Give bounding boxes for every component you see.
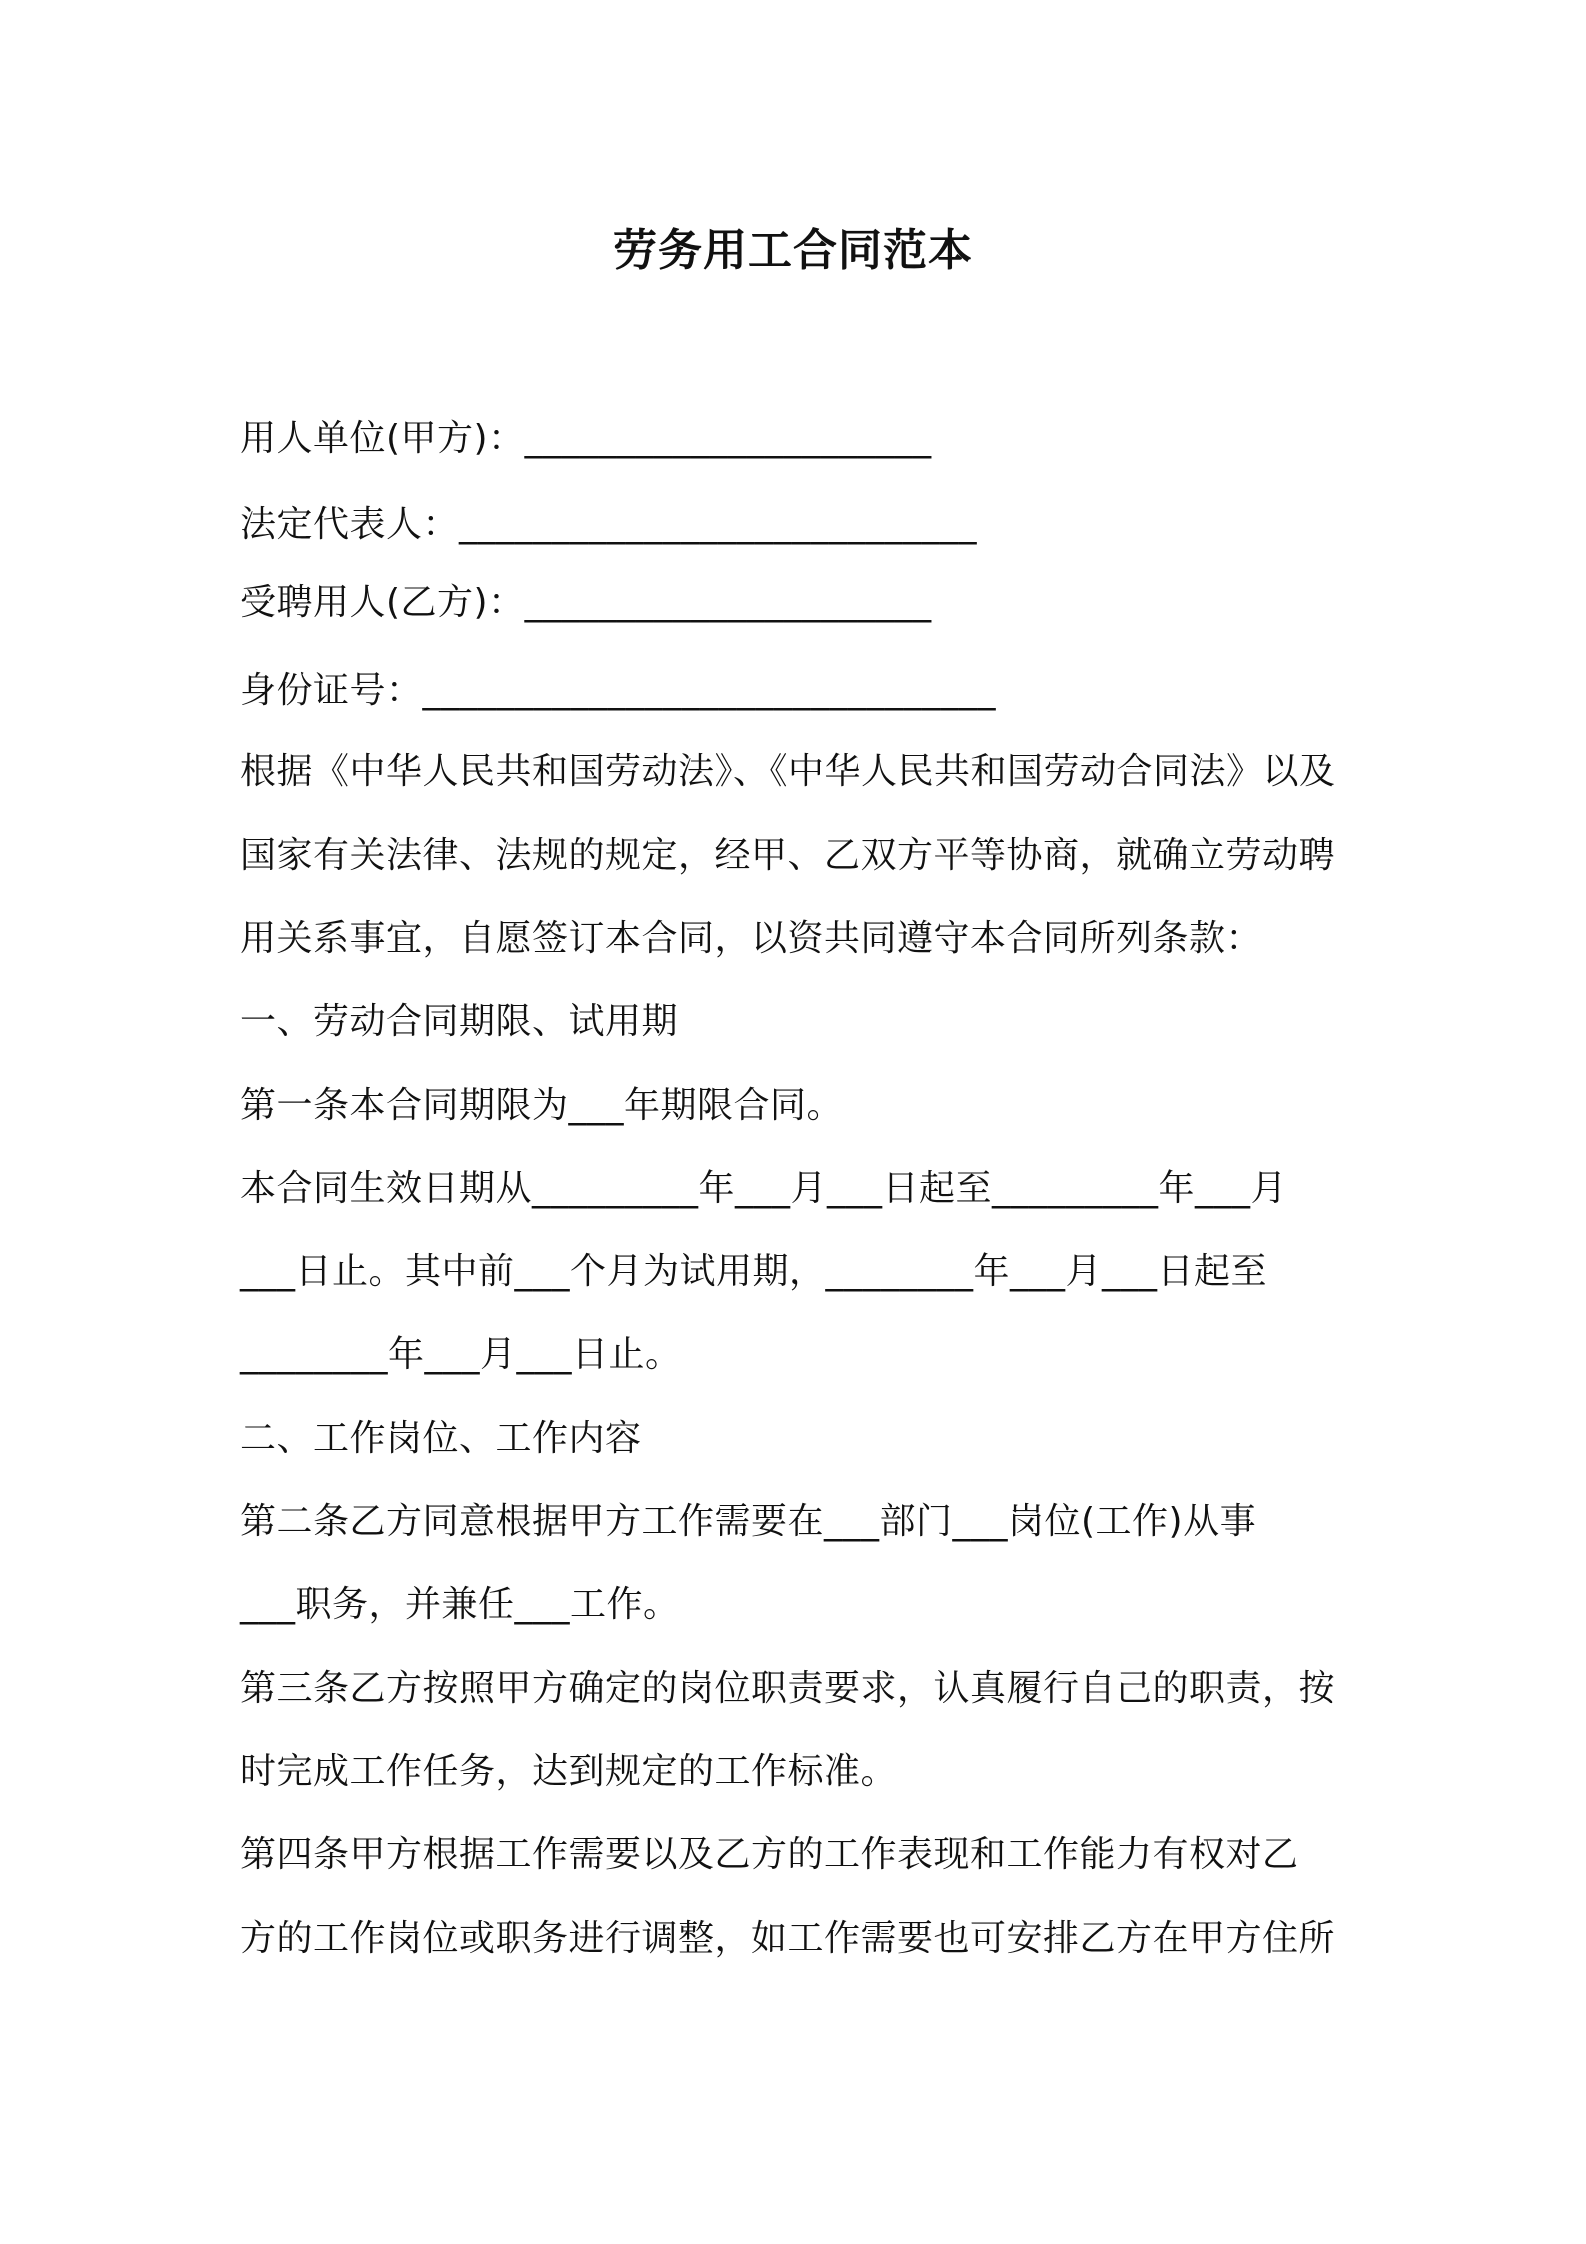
employee-field: 受聘用人(乙方)：______________________	[240, 582, 932, 623]
document-title: 劳务用工合同范本	[613, 225, 973, 276]
preamble-line-1: 根据《中华人民共和国劳动法》、《中华人民共和国劳动合同法》以及	[240, 751, 1336, 792]
preamble-line-2: 国家有关法律、法规的规定，经甲、乙双方平等协商，就确立劳动聘	[240, 835, 1336, 876]
clause-4-line-1: 第四条甲方根据工作需要以及乙方的工作表现和工作能力有权对乙	[240, 1834, 1299, 1875]
clause-3-line-2: 时完成工作任务，达到规定的工作标准。	[240, 1751, 898, 1792]
legal-representative-field: 法定代表人：____________________________	[240, 504, 978, 545]
clause-1-date-line-1: 本合同生效日期从_________年___月___日起至_________年___月	[240, 1168, 1288, 1209]
employer-field: 用人单位(甲方)：______________________	[240, 418, 932, 459]
clause-2-line-1: 第二条乙方同意根据甲方工作需要在___部门___岗位(工作)从事	[240, 1501, 1257, 1542]
section-heading-2: 二、工作岗位、工作内容	[240, 1418, 642, 1459]
id-number-field: 身份证号：_______________________________	[240, 670, 997, 711]
clause-1-date-line-2: ___日止。其中前___个月为试用期，________年___月___日起至	[240, 1251, 1268, 1292]
clause-2-line-2: ___职务，并兼任___工作。	[240, 1584, 680, 1625]
clause-4-line-2: 方的工作岗位或职务进行调整，如工作需要也可安排乙方在甲方住所	[240, 1918, 1336, 1959]
clause-1-date-line-3: ________年___月___日止。	[240, 1334, 682, 1375]
section-heading-1: 一、劳动合同期限、试用期	[240, 1001, 679, 1042]
clause-1-line: 第一条本合同期限为___年期限合同。	[240, 1085, 844, 1126]
clause-3-line-1: 第三条乙方按照甲方确定的岗位职责要求，认真履行自己的职责，按	[240, 1668, 1336, 1709]
preamble-line-3: 用关系事宜，自愿签订本合同，以资共同遵守本合同所列条款：	[240, 918, 1263, 959]
